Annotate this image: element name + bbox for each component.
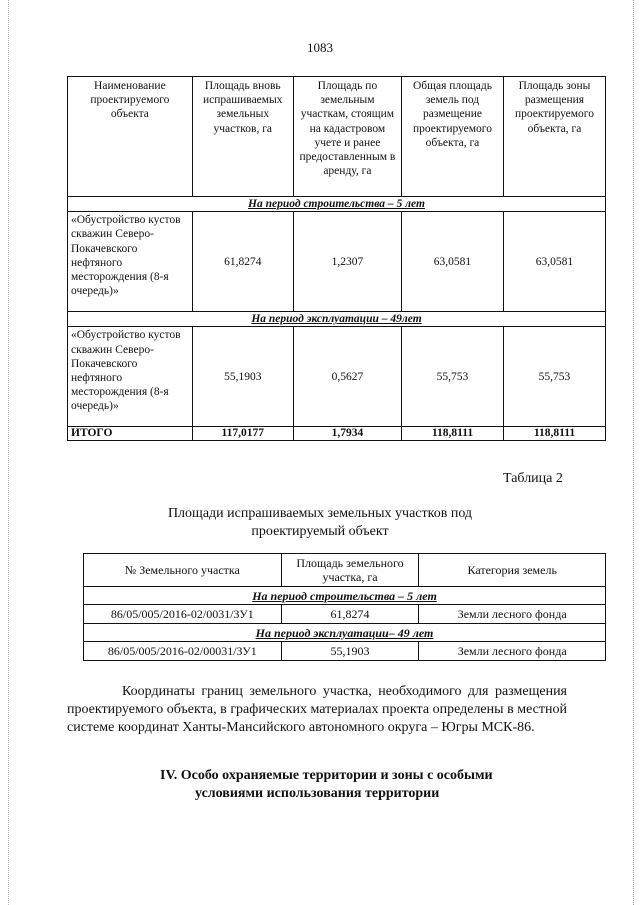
table1-row [68,212,606,312]
period-label: На период строительства – 5 лет [84,587,606,605]
table1-total-row [68,427,606,441]
table1-header-cell: Площадь по земельным участкам, стоящим на кадастровом учете и ранее предоставленным в аренду, га [293,77,401,197]
value-cell: 0,5627 [293,327,401,427]
section-heading [160,767,560,803]
plot-number-cell: 86/05/005/2016-02/0031/ЗУ1 [84,605,282,624]
table2-period-row [84,624,606,642]
table2-row [84,605,606,624]
plot-area-cell: 55,1903 [281,642,419,661]
scan-edge-right [633,0,634,905]
table1-header-row [68,77,606,197]
object-name-cell: «Обустройство кустов скважин Северо-Покачевского нефтяного месторождения (8-я очередь)» [68,212,193,312]
table2-title: Площади испрашиваемых земельных участков под проектируемый объект [167,506,473,539]
period-label: На период строительства – 5 лет [68,197,606,212]
land-plots-table [83,553,606,661]
period-label: На период эксплуатации – 49лет [68,312,606,327]
table1-header-cell: Площадь зоны размещения проектируемого объекта, га [503,77,605,197]
period-label: На период эксплуатации– 49 лет [84,624,606,642]
table2-header-cell: Площадь земельного участка, га [281,554,419,587]
coordinates-paragraph: Координаты границ земельного участка, необходимого для размещения проектируемого объекта, в графических материалах проекта определены в местной системе координат Ханты-Мансийского автономного округа – Югры МСК-86. [67,684,567,735]
total-label: ИТОГО [68,427,193,441]
table1-period-row [68,197,606,212]
section-heading-line2: условиями использования территории [195,786,440,801]
object-name-cell: «Обустройство кустов скважин Северо-Покачевского нефтяного месторождения (8-я очередь)» [68,327,193,427]
value-cell: 55,1903 [192,327,293,427]
plot-number-cell: 86/05/005/2016-02/00031/ЗУ1 [84,642,282,661]
value-cell: 55,753 [401,327,503,427]
value-cell: 61,8274 [192,212,293,312]
table1-header-cell: Наименование проектируемого объекта [68,77,193,197]
total-value: 1,7934 [293,427,401,441]
land-category-cell: Земли лесного фонда [419,642,606,661]
table1-period-row [68,312,606,327]
table2-period-row [84,587,606,605]
land-area-summary-table [67,76,606,441]
value-cell: 63,0581 [401,212,503,312]
total-value: 118,8111 [401,427,503,441]
table2-row [84,642,606,661]
table1-row [68,327,606,427]
table2-header-cell: № Земельного участка [84,554,282,587]
scan-edge-left [8,0,9,905]
table-caption: Таблица 2 [503,471,563,486]
table2-header-cell: Категория земель [419,554,606,587]
value-cell: 55,753 [503,327,605,427]
value-cell: 1,2307 [293,212,401,312]
section-heading-line1: IV. Особо охраняемые территории и зоны с особыми [160,768,493,783]
land-category-cell: Земли лесного фонда [419,605,606,624]
total-value: 117,0177 [192,427,293,441]
page-number: 1083 [307,40,333,55]
table2-header-row [84,554,606,587]
total-value: 118,8111 [503,427,605,441]
plot-area-cell: 61,8274 [281,605,419,624]
table1-header-cell: Площадь вновь испрашиваемых земельных участков, га [192,77,293,197]
table1-header-cell: Общая площадь земель под размещение проектируемого объекта, га [401,77,503,197]
value-cell: 63,0581 [503,212,605,312]
